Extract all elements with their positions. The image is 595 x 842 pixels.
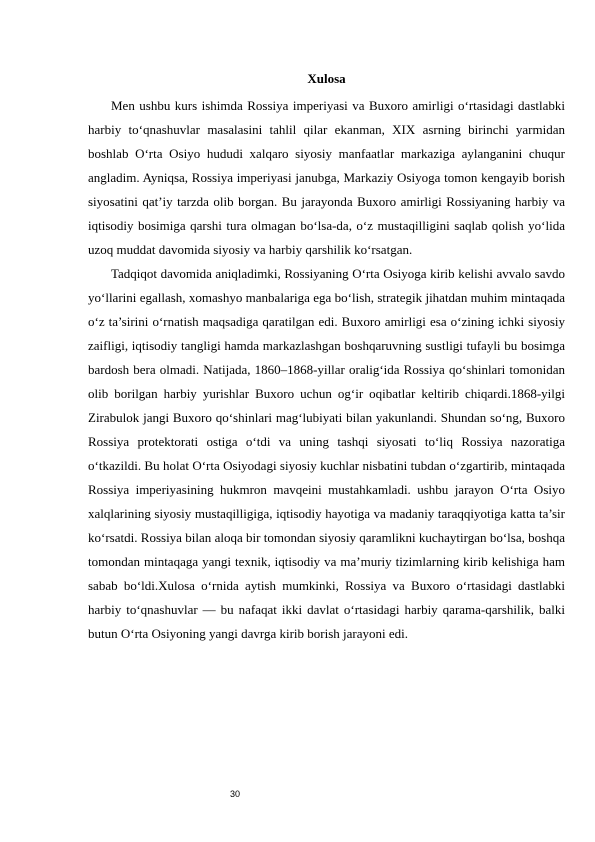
body-text (88, 94, 565, 646)
paragraph: Tadqiqot davomida aniqladimki, Rossiyaning O‘rta Osiyoga kirib kelishi avvalo savdo yo‘llarini egallash, xomashyo manbalariga ega bo‘lish, strategik jihatdan muhim mintaqada o‘z ta’sirini o‘rnatish maqsadiga qaratilgan edi. Buxoro amirligi esa o‘zining ichki siyosiy zaifligi, iqtisodiy tangligi hamda markazlashgan boshqaruvning sustligi tufayli bu bosimga bardosh bera olmadi. Natijada, 1860–1868-yillar oralig‘ida Rossiya qo‘shinlari tomonidan olib borilgan harbiy yurishlar Buxoro uchun og‘ir oqibatlar keltirib chiqardi.1868-yilgi Zirabulok jangi Buxoro qo‘shinlari mag‘lubiyati bilan yakunlandi. Shundan so‘ng, Buxoro Rossiya protektorati ostiga o‘tdi va uning tashqi siyosati to‘liq Rossiya nazoratiga o‘tkazildi. Bu holat O‘rta Osiyodagi siyosiy kuchlar nisbatini tubdan o‘zgartirib, mintaqada Rossiya imperiyasining hukmron mavqeini mustahkamladi. ushbu jarayon O‘rta Osiyo xalqlarining siyosiy mustaqilligiga, iqtisodiy hayotiga va madaniy taraqqiyotiga katta ta’sir ko‘rsatdi. Rossiya bilan aloqa bir tomondan siyosiy qaramlikni kuchaytirgan bo‘lsa, boshqa tomondan mintaqaga yangi texnik, iqtisodiy va ma’muriy tizimlarning kirib kelishiga ham sabab bo‘ldi.Xulosa o‘rnida aytish mumkinki, Rossiya va Buxoro o‘rtasidagi dastlabki harbiy to‘qnashuvlar — bu nafaqat ikki davlat o‘rtasidagi harbiy qarama-qarshilik, balki butun O‘rta Osiyoning yangi davrga kirib borish jarayoni edi. (88, 266, 565, 641)
page-number: 30 (230, 789, 241, 799)
section-heading: Xulosa (307, 71, 346, 86)
paragraph: Men ushbu kurs ishimda Rossiya imperiyasi va Buxoro amirligi o‘rtasidagi dastlabki harbiy to‘qnashuvlar masalasini tahlil qilar ekanman, XIX asrning birinchi yarmidan boshlab O‘rta Osiyo hududi xalqaro siyosiy manfaatlar markaziga aylanganini chuqur angladim. Ayniqsa, Rossiya imperiyasi janubga, Markaziy Osiyoga tomon kengayib borish siyosatini qat’iy tarzda olib borgan. Bu jarayonda Buxoro amirligi Rossiyaning harbiy va iqtisodiy bosimiga qarshi tura olmagan bo‘lsa-da, o‘z mustaqilligini saqlab qolish yo‘lida uzoq muddat davomida siyosiy va harbiy qarshilik ko‘rsatgan. (88, 98, 565, 257)
